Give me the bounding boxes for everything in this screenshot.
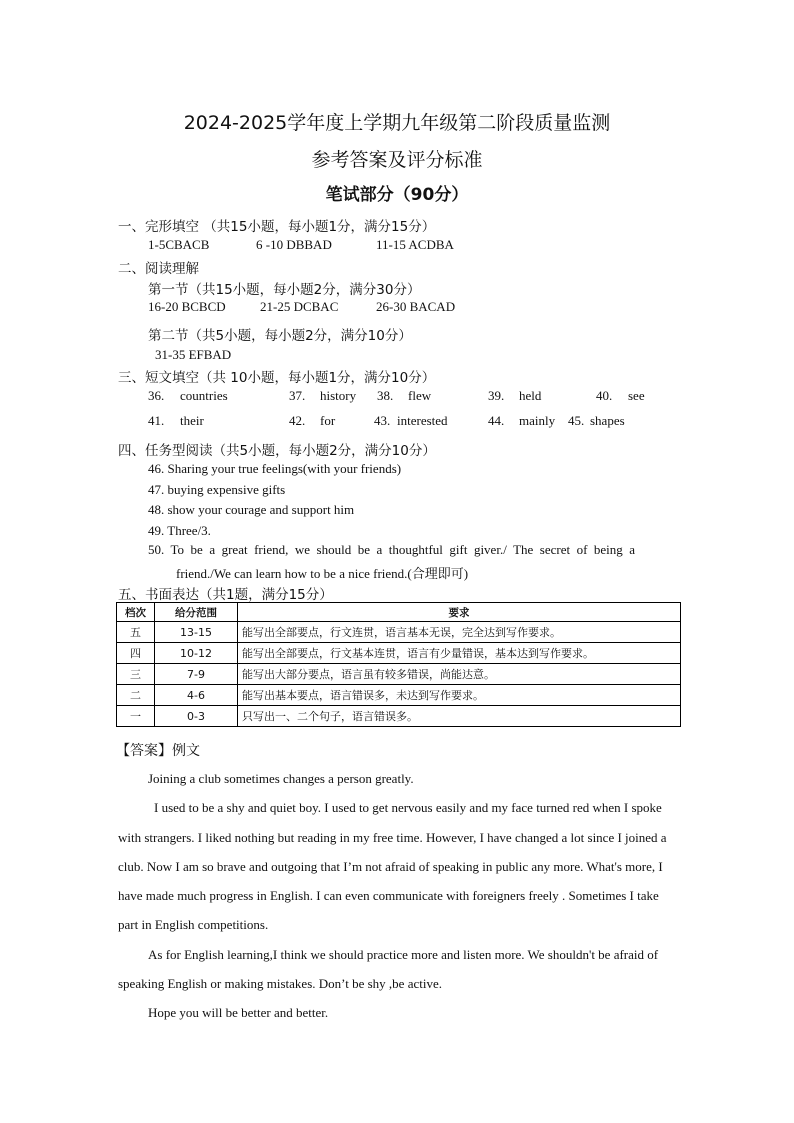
item-word: their — [180, 413, 204, 428]
table-row — [117, 664, 681, 685]
item-word: for — [320, 413, 336, 428]
item-number: 43. — [374, 413, 391, 428]
answer-group: 1-5CBACB — [148, 237, 210, 252]
written-part-title: 笔试部分（90分） — [325, 185, 469, 205]
table-row — [117, 643, 681, 664]
section-2-part1-heading: 第一节（共15小题，每小题2分，满分30分） — [148, 282, 421, 298]
section-1-answers — [148, 237, 668, 255]
answer-group: 6 -10 DBBAD — [256, 237, 332, 252]
grade-level: 二 — [117, 685, 155, 706]
item-word: countries — [180, 388, 228, 403]
item-number: 41. — [148, 413, 165, 428]
task-answer-49: 49. Three/3. — [148, 523, 211, 538]
score-range: 0-3 — [155, 706, 238, 727]
item-number: 45. — [568, 413, 585, 428]
item-number: 37. — [289, 388, 306, 403]
task-answer-50-continued: friend./We can learn how to be a nice friend.(合理即可) — [176, 566, 469, 581]
table-header: 要求 — [238, 603, 681, 622]
requirement: 能写出基本要点，语言错误多，未达到写作要求。 — [238, 685, 681, 706]
task-answer-50: 50. To be a great friend, we should be a thoughtful gift giver./ The secret of being a — [148, 542, 636, 557]
requirement: 能写出大部分要点，语言虽有较多错误，尚能达意。 — [238, 664, 681, 685]
table-row — [117, 622, 681, 643]
section-5-heading: 五、书面表达（共1题，满分15分） — [118, 587, 333, 603]
grade-level: 四 — [117, 643, 155, 664]
grade-level: 三 — [117, 664, 155, 685]
item-word: held — [519, 388, 542, 403]
essay-paragraph: Hope you will be better and better. — [148, 1005, 329, 1021]
table-row — [117, 706, 681, 727]
item-word: shapes — [590, 413, 625, 428]
answer-group: 16-20 BCBCD — [148, 299, 226, 314]
requirement: 只写出一、二个句子，语言错误多。 — [238, 706, 681, 727]
document-title: 2024-2025学年度上学期九年级第二阶段质量监测 — [183, 112, 611, 134]
task-answer-46: 46. Sharing your true feelings(with your friends) — [148, 461, 402, 476]
table-header-row — [117, 603, 681, 622]
section-3-row-1 — [148, 388, 668, 406]
answer-group: 11-15 ACDBA — [376, 237, 454, 252]
model-essay — [118, 764, 678, 1028]
item-number: 39. — [488, 388, 505, 403]
table-header: 给分范围 — [155, 603, 238, 622]
section-2-part1-answers — [148, 299, 668, 317]
section-1-heading: 一、完形填空 （共15小题，每小题1分，满分15分） — [118, 219, 436, 235]
item-word: flew — [408, 388, 432, 403]
grade-level: 五 — [117, 622, 155, 643]
item-number: 44. — [488, 413, 505, 428]
grade-level: 一 — [117, 706, 155, 727]
score-range: 10-12 — [155, 643, 238, 664]
item-number: 40. — [596, 388, 613, 403]
item-word: history — [320, 388, 357, 403]
score-range: 13-15 — [155, 622, 238, 643]
document-subtitle: 参考答案及评分标准 — [311, 149, 483, 171]
item-number: 36. — [148, 388, 165, 403]
item-word: see — [628, 388, 645, 403]
model-answer-label: 【答案】例文 — [116, 743, 200, 759]
section-3-row-2 — [148, 413, 668, 431]
essay-paragraph: As for English learning,I think we should practice more and listen more. We shouldn't be afraid of speaking English or making mistakes. Don’t be shy ,be active. — [118, 946, 659, 992]
task-answer-47: 47. buying expensive gifts — [148, 482, 286, 497]
item-number: 42. — [289, 413, 306, 428]
section-2-heading: 二、阅读理解 — [118, 261, 199, 277]
table-header: 档次 — [117, 603, 155, 622]
item-word: interested — [397, 413, 448, 428]
score-range: 7-9 — [155, 664, 238, 685]
table-row — [117, 685, 681, 706]
item-number: 38. — [377, 388, 394, 403]
section-2-part2-heading: 第二节（共5小题，每小题2分，满分10分） — [148, 328, 412, 344]
task-answer-48: 48. show your courage and support him — [148, 502, 355, 517]
essay-paragraph: Joining a club sometimes changes a person greatly. — [148, 771, 414, 786]
requirement: 能写出全部要点，行文基本连贯，语言有少量错误，基本达到写作要求。 — [238, 643, 681, 664]
section-4-heading: 四、任务型阅读（共5小题，每小题2分，满分10分） — [118, 443, 436, 459]
answer-group: 26-30 BACAD — [376, 299, 456, 314]
section-3-heading: 三、短文填空（共 10小题，每小题1分，满分10分） — [118, 370, 436, 386]
requirement: 能写出全部要点，行文连贯，语言基本无误，完全达到写作要求。 — [238, 622, 681, 643]
grading-table — [116, 602, 681, 727]
score-range: 4-6 — [155, 685, 238, 706]
section-2-part2-answers: 31-35 EFBAD — [155, 347, 232, 362]
answer-group: 21-25 DCBAC — [260, 299, 339, 314]
essay-paragraph: I used to be a shy and quiet boy. I used to get nervous easily and my face turned red when I spoke with strangers. I liked nothing but reading in my free time. However, I have changed a lot since I joined a club. Now I am so brave and outgoing that I’m not afraid of speaking in public any more. What's more, I have made much progress in English. I can even communicate with foreigners freely . Sometimes I take part in English competitions. — [118, 800, 667, 933]
item-word: mainly — [519, 413, 556, 428]
